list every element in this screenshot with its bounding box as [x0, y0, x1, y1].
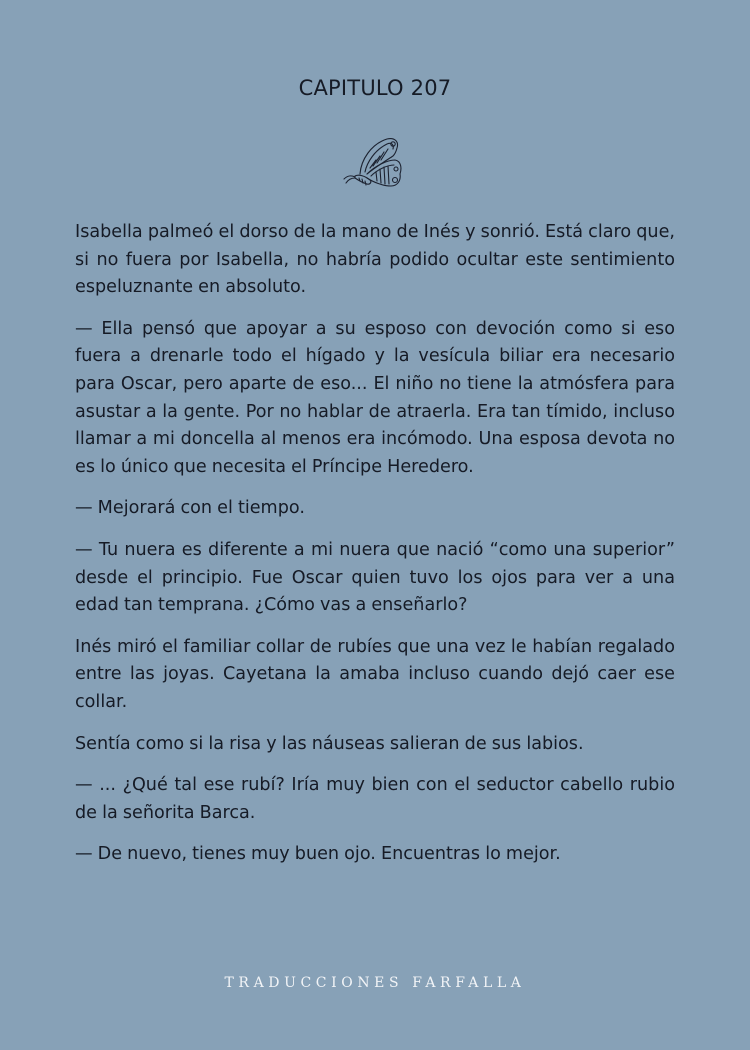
chapter-body — [75, 219, 675, 883]
paragraph: — ... ¿Qué tal ese rubí? Iría muy bien con el seductor cabello rubio de la señorita Barca. — [75, 775, 675, 823]
footer-credit: TRADUCCIONES FARFALLA — [224, 975, 526, 991]
paragraph: — Mejorará con el tiempo. — [75, 498, 305, 519]
paragraph: Inés miró el familiar collar de rubíes que una vez le habían regalado entre las joyas. Cayetana la amaba incluso cuando dejó caer ese collar. — [75, 636, 675, 712]
paragraph: Isabella palmeó el dorso de la mano de Inés y sonrió. Está claro que, si no fuera por Isabella, no habría podido ocultar este sentimiento espeluznante en absoluto. — [75, 222, 675, 298]
chapter-title: CAPITULO 207 — [298, 76, 452, 100]
paragraph: Sentía como si la risa y las náuseas salieran de sus labios. — [75, 733, 584, 754]
paragraph: — Ella pensó que apoyar a su esposo con devoción como si eso fuera a drenarle todo el hígado y la vesícula biliar era necesario para Oscar, pero aparte de eso... El niño no tiene la atmósfera para asustar a la gente. Por no hablar de atraerla. Era tan tímido, incluso llamar a mi doncella al menos era incómodo. Una esposa devota no es lo único que necesita el Príncipe Heredero. — [75, 318, 675, 477]
paragraph: — De nuevo, tienes muy buen ojo. Encuentras lo mejor. — [75, 844, 561, 865]
paragraph: — Tu nuera es diferente a mi nuera que nació “como una superior” desde el principio. Fue Oscar quien tuvo los ojos para ver a una edad tan temprana. ¿Cómo vas a enseñarlo? — [75, 539, 675, 616]
butterfly-icon — [343, 136, 405, 192]
